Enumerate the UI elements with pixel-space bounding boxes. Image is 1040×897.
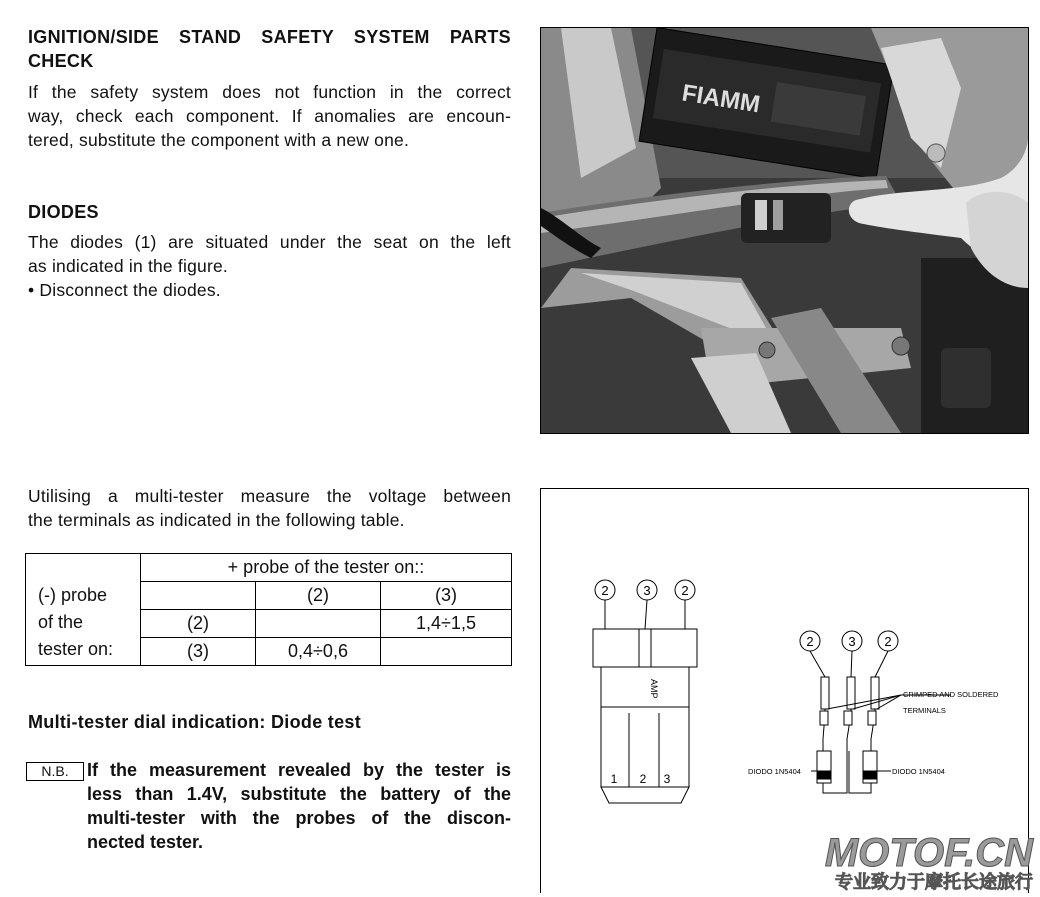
watermark-brand: MOTOF.CN [824, 831, 1033, 875]
connector-callout-2-right [675, 580, 695, 629]
table-cell-2-2 [256, 610, 381, 638]
body-line: as indicated in the figure. [28, 256, 228, 276]
body-line: • Disconnect the diodes. [28, 280, 221, 300]
nb-text [87, 758, 511, 854]
body-line: Utilising a multi-tester measure the voltage between [28, 486, 511, 506]
callout-text: 2 [601, 583, 609, 598]
nb-label: N.B. [26, 762, 84, 781]
nb-line: multi-tester with the probes of the discon- [87, 808, 511, 828]
watermark-svg [790, 828, 1040, 892]
callout-text: 2 [806, 634, 814, 649]
table-cell-3-2: 0,4÷0,6 [256, 638, 381, 666]
body-line: The diodes (1) are situated under the seat on the left [28, 232, 511, 252]
measure-instruction [28, 484, 511, 532]
nb-line: nected tester. [87, 832, 204, 852]
pin-label-2: 2 [639, 772, 647, 786]
table-row-header-2: (2) [141, 610, 256, 638]
callout-text: 3 [848, 634, 856, 649]
section-title-ignition [28, 25, 511, 73]
label-diode-left: DIODO 1N5404 [748, 767, 801, 776]
body-line: If the safety system does not function in the correct [28, 82, 511, 102]
table-row-label [26, 582, 141, 666]
body-line: way, check each component. If anomalies are encoun- [28, 106, 511, 126]
body-line: the terminals as indicated in the following table. [28, 510, 405, 530]
table-header-probe-plus: + probe of the tester on:: [141, 554, 512, 582]
table-corner-cell [26, 554, 141, 582]
diode-callout-3 [842, 631, 862, 651]
pin-label-1: 1 [610, 772, 618, 786]
row-label-line: of the [38, 611, 84, 632]
label-terminals: TERMINALS [903, 706, 946, 715]
label-crimped-soldered: CRIMPED AND SOLDERED [903, 690, 999, 699]
table-row-header-3: (3) [141, 638, 256, 666]
body-line: tered, substitute the component with a new one. [28, 130, 410, 150]
section-title-diodes: DIODES [28, 202, 99, 222]
callout-text: 3 [643, 583, 651, 598]
amp-label: AMP [649, 679, 659, 699]
watermark-slogan: 专业致力于摩托长途旅行 [835, 872, 1033, 892]
diode-callout-2-left [800, 631, 820, 651]
dial-indication: Multi-tester dial indication: Diode test [28, 712, 362, 732]
connector-callout-3 [637, 580, 657, 629]
section-body-ignition [28, 80, 511, 152]
battery-brand: FIAMM [680, 79, 762, 119]
callout-text: 2 [884, 634, 892, 649]
table-cell-2-3: 1,4÷1,5 [381, 610, 512, 638]
connector-callout-2-left [595, 580, 615, 629]
pin-label-3: 3 [663, 772, 671, 786]
title-line: IGNITION/SIDE STAND SAFETY SYSTEM PARTS [28, 27, 511, 47]
title-line: CHECK [28, 51, 94, 71]
label-diode-right: DIODO 1N5404 [892, 767, 945, 776]
watermark [790, 828, 1040, 892]
diode-callout-2-right [878, 631, 898, 651]
diodes-location-photo [540, 27, 1029, 434]
row-label-line: (-) probe [38, 584, 108, 605]
row-label-line: tester on: [38, 638, 114, 659]
photo-illustration [541, 28, 1028, 433]
diode-voltage-table [25, 553, 512, 666]
table-cell-3-3 [381, 638, 512, 666]
table-col-header-3: (3) [381, 582, 512, 610]
section-body-diodes [28, 230, 511, 302]
nb-line: less than 1.4V, substitute the battery of the [87, 784, 511, 804]
nb-line: If the measurement revealed by the tester is [87, 760, 511, 780]
table-cell-empty [141, 582, 256, 610]
table-col-header-2: (2) [256, 582, 381, 610]
callout-text: 2 [681, 583, 689, 598]
